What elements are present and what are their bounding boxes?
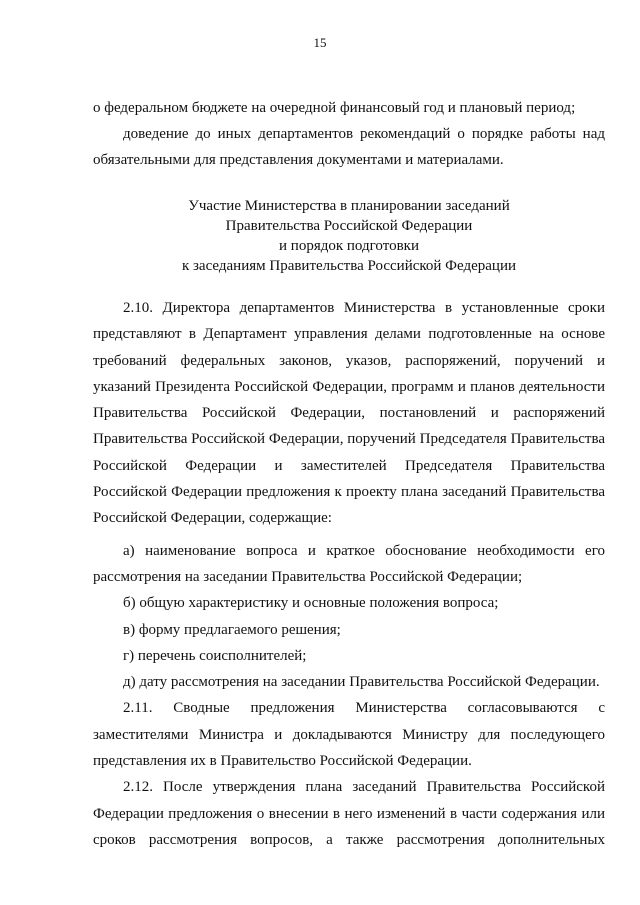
intro-line: о федеральном бюджете на очередной финансовый год и плановый период; — [93, 100, 576, 116]
intro-block — [93, 95, 605, 173]
paragraph-2-12: 2.12. После утверждения плана заседаний Правительства Российской Федерации предложения о внесении в него изменений в части содержания или сроков рассмотрения вопросов, а также рассмотрения дополнительных — [93, 779, 605, 848]
body-text — [93, 295, 605, 853]
heading-line-1: Участие Министерства в планировании заседаний — [188, 198, 510, 214]
section-heading — [93, 196, 605, 276]
list-item-g: г) перечень соисполнителей; — [123, 647, 307, 664]
paragraph-2-11: 2.11. Сводные предложения Министерства согласовываются с заместителями Министра и докладываются Министру для последующего представления их в Правительство Российской Федерации. — [93, 700, 605, 770]
page-number: 15 — [313, 35, 327, 50]
list-item-a: а) наименование вопроса и краткое обоснование необходимости его рассмотрения на заседании Правительства Российской Федерации; — [93, 542, 605, 585]
paragraph-2-10: 2.10. Директора департаментов Министерства в установленные сроки представляют в Департамент управления делами подготовленные на основе требований федеральных законов, указов, распоряжений, поручений и указаний Президента Российской Федерации, программ и планов деятельности Правительства Российской Федерации, постановлений и распоряжений Правительства Российской Федерации, поручений Председателя Правительства Российской Федерации и заместителей Председателя Правительства Российской Федерации предложения к проекту плана заседаний Правительства Российской Федерации, содержащие: — [93, 300, 605, 527]
heading-line-3: и порядок подготовки — [279, 238, 419, 254]
list-item-d: д) дату рассмотрения на заседании Правительства Российской Федерации. — [123, 674, 600, 691]
heading-line-4: к заседаниям Правительства Российской Федерации — [181, 258, 517, 274]
intro-paragraph: доведение до иных департаментов рекомендаций о порядке работы над обязательными для представления документами и материалами. — [93, 126, 605, 168]
list-item-v: в) форму предлагаемого решения; — [123, 621, 341, 638]
list-item-b: б) общую характеристику и основные положения вопроса; — [123, 595, 499, 612]
heading-line-2: Правительства Российской Федерации — [225, 218, 473, 234]
